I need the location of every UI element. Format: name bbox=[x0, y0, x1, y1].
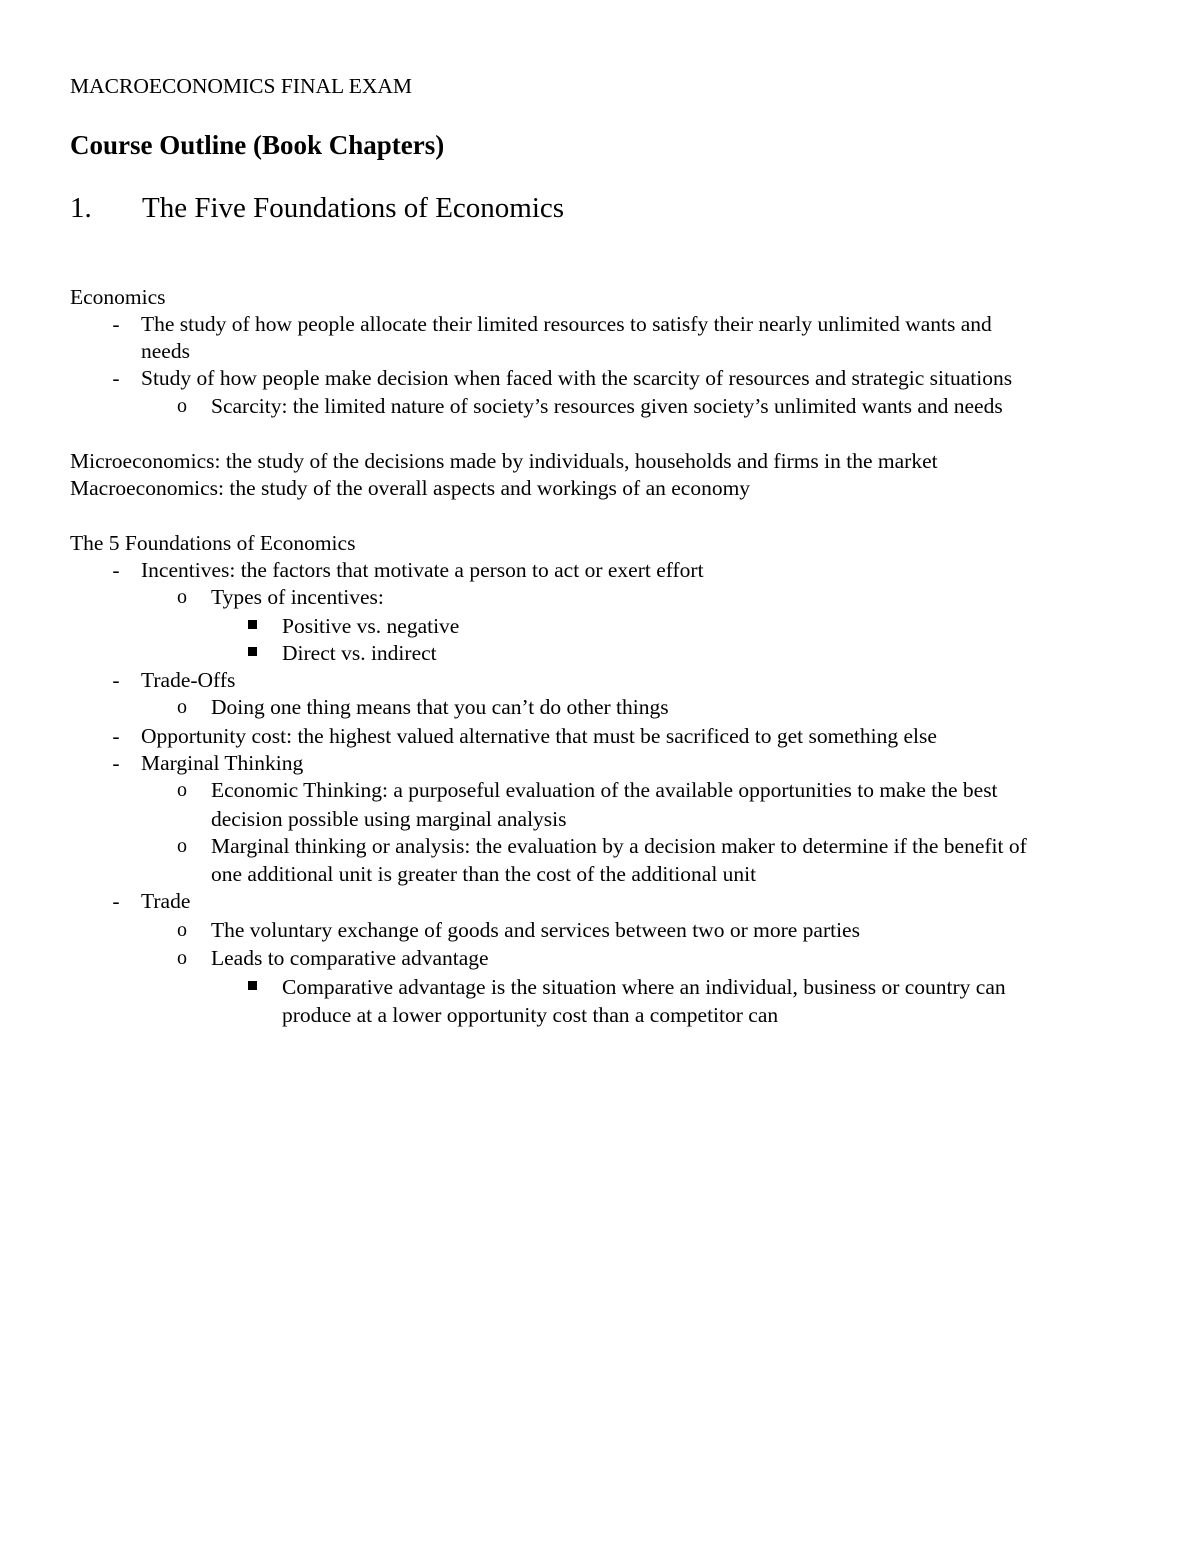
macroeconomics-definition: Macroeconomics: the study of the overall aspects and workings of an economy bbox=[70, 476, 751, 500]
circle-bullet: o bbox=[177, 586, 187, 608]
circle-bullet: o bbox=[177, 779, 187, 801]
economic-thinking-def-cont: decision possible using marginal analysis bbox=[211, 807, 567, 831]
dash-bullet: - bbox=[112, 366, 120, 390]
dash-bullet: - bbox=[112, 668, 120, 692]
trade-definition: The voluntary exchange of goods and services between two or more parties bbox=[211, 918, 860, 942]
comparative-advantage-def-cont: produce at a lower opportunity cost than a competitor can bbox=[282, 1003, 779, 1027]
circle-bullet: o bbox=[177, 919, 187, 941]
comparative-advantage-item: Leads to comparative advantage bbox=[211, 946, 489, 970]
opportunity-cost-item: Opportunity cost: the highest valued alternative that must be sacrificed to get something else bbox=[141, 724, 937, 748]
circle-bullet: o bbox=[177, 696, 187, 718]
circle-bullet: o bbox=[177, 947, 187, 969]
economics-def-1-cont: needs bbox=[141, 339, 190, 363]
trade-offs-detail: Doing one thing means that you can’t do other things bbox=[211, 695, 669, 719]
dash-bullet: - bbox=[112, 889, 120, 913]
economics-def-2: Study of how people make decision when faced with the scarcity of resources and strategic situations bbox=[141, 366, 1013, 390]
economics-def-1: The study of how people allocate their limited resources to satisfy their nearly unlimited wants and bbox=[141, 312, 992, 336]
incentives-item: Incentives: the factors that motivate a person to act or exert effort bbox=[141, 558, 704, 582]
microeconomics-definition: Microeconomics: the study of the decisions made by individuals, households and firms in the market bbox=[70, 449, 938, 473]
direct-indirect-item: Direct vs. indirect bbox=[282, 641, 437, 665]
types-of-incentives: Types of incentives: bbox=[211, 585, 384, 609]
dash-bullet: - bbox=[112, 751, 120, 775]
dash-bullet: - bbox=[112, 558, 120, 582]
circle-bullet: o bbox=[177, 395, 187, 417]
economic-thinking-def: Economic Thinking: a purposeful evaluation of the available opportunities to make the best bbox=[211, 778, 998, 802]
marginal-analysis-def: Marginal thinking or analysis: the evaluation by a decision maker to determine if the benefit of bbox=[211, 834, 1027, 858]
marginal-analysis-def-cont: one additional unit is greater than the cost of the additional unit bbox=[211, 862, 757, 886]
trade-item: Trade bbox=[141, 889, 191, 913]
foundations-heading: The 5 Foundations of Economics bbox=[70, 531, 356, 555]
trade-offs-item: Trade-Offs bbox=[141, 668, 236, 692]
chapter-title: The Five Foundations of Economics bbox=[142, 192, 565, 224]
comparative-advantage-def: Comparative advantage is the situation where an individual, business or country can bbox=[282, 975, 1006, 999]
circle-bullet: o bbox=[177, 835, 187, 857]
square-bullet bbox=[248, 647, 257, 656]
square-bullet bbox=[248, 620, 257, 629]
scarcity-definition: Scarcity: the limited nature of society’s resources given society’s unlimited wants and needs bbox=[211, 394, 1003, 418]
economics-heading: Economics bbox=[70, 285, 166, 309]
exam-title: MACROECONOMICS FINAL EXAM bbox=[70, 74, 413, 98]
chapter-number: 1. bbox=[70, 192, 92, 224]
dash-bullet: - bbox=[112, 312, 120, 336]
square-bullet bbox=[248, 981, 257, 990]
positive-negative-item: Positive vs. negative bbox=[282, 614, 460, 638]
marginal-thinking-item: Marginal Thinking bbox=[141, 751, 304, 775]
dash-bullet: - bbox=[112, 724, 120, 748]
outline-title: Course Outline (Book Chapters) bbox=[70, 130, 445, 160]
